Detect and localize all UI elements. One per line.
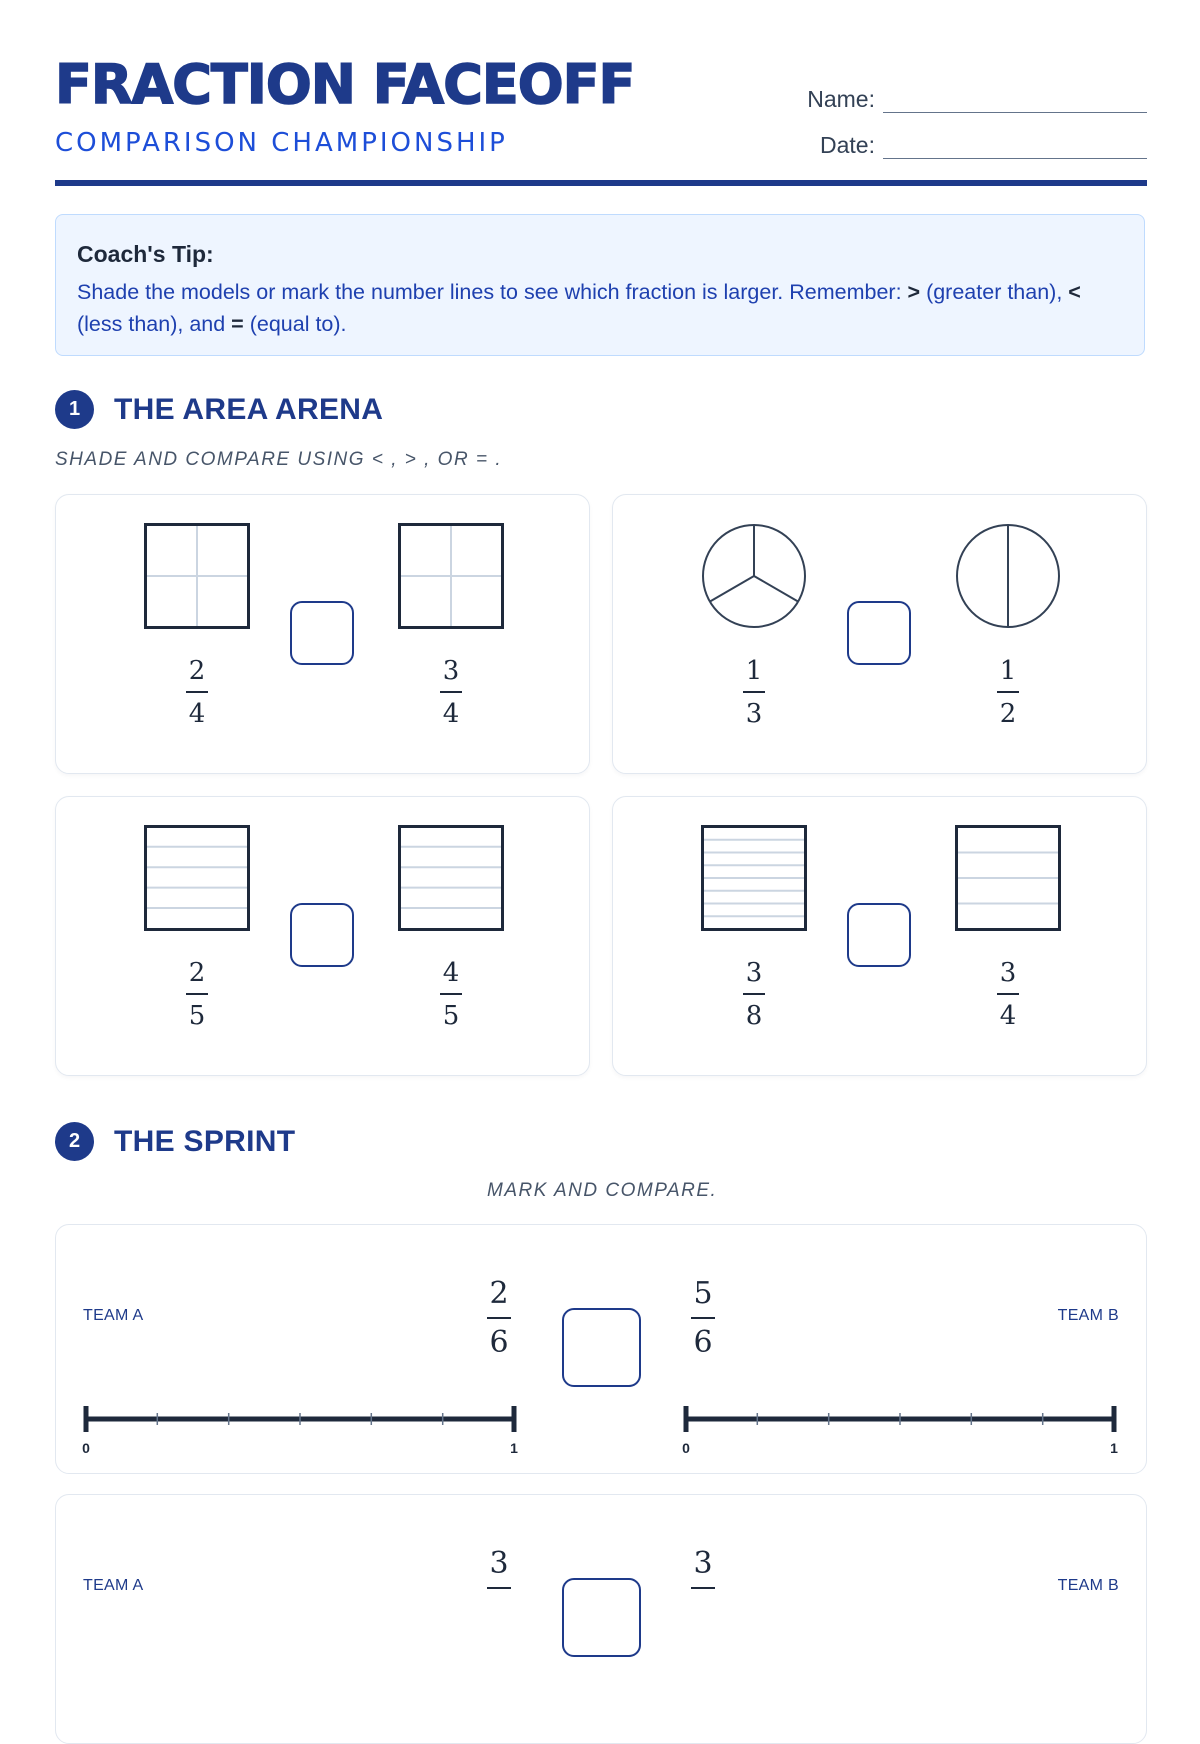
- name-line[interactable]: [883, 90, 1147, 113]
- compare-answer-box[interactable]: [290, 601, 354, 665]
- square-quarters-model[interactable]: [144, 523, 250, 629]
- worksheet-subtitle: COMPARISON CHAMPIONSHIP: [55, 128, 508, 158]
- fraction-right: 3 4: [431, 658, 471, 727]
- worksheet-title: FRACTION FACEOFF: [55, 53, 635, 116]
- section-1-instruction: SHADE AND COMPARE USING < , > , OR = .: [55, 449, 503, 470]
- tip-text: Shade the models or mark the number lines to see which fraction is larger. Remember: > (greater than), < (less than), and = (equal to).: [77, 280, 1081, 336]
- sprint-row: [55, 1494, 1147, 1744]
- number-line-end-label: 1: [1110, 1440, 1118, 1456]
- section-title: THE AREA ARENA: [114, 392, 384, 426]
- team-b-label: TEAM B: [1057, 1577, 1119, 1594]
- fraction-right: 5 6: [683, 1279, 723, 1358]
- worksheet-page: [55, 0, 1147, 1600]
- fraction-right: 3: [683, 1549, 723, 1598]
- date-field[interactable]: [775, 132, 1147, 159]
- compare-answer-box[interactable]: [562, 1308, 641, 1387]
- fraction-right: 3 4: [988, 960, 1028, 1029]
- circle-halves-model[interactable]: [955, 523, 1061, 629]
- name-field[interactable]: [775, 86, 1147, 113]
- section-2-header: [55, 1122, 295, 1161]
- number-line-start-label: 0: [682, 1440, 690, 1456]
- fraction-left: 1 3: [734, 658, 774, 727]
- circle-thirds-model[interactable]: [701, 523, 807, 629]
- compare-answer-box[interactable]: [562, 1578, 641, 1657]
- date-label: Date:: [820, 132, 875, 158]
- fraction-right: 1 2: [988, 658, 1028, 727]
- comparison-card: [55, 494, 590, 774]
- number-line-start-label: 0: [82, 1440, 90, 1456]
- date-line[interactable]: [883, 136, 1147, 159]
- comparison-card: [55, 796, 590, 1076]
- compare-answer-box[interactable]: [290, 903, 354, 967]
- fraction-left: 2 4: [177, 658, 217, 727]
- team-a-label: TEAM A: [83, 1577, 144, 1594]
- comparison-card: [612, 796, 1147, 1076]
- square-quarters-model[interactable]: [398, 523, 504, 629]
- number-line-sixths[interactable]: [80, 1403, 520, 1457]
- compare-answer-box[interactable]: [847, 903, 911, 967]
- name-label: Name:: [807, 86, 875, 112]
- fraction-right: 4 5: [431, 960, 471, 1029]
- section-title: THE SPRINT: [114, 1124, 296, 1158]
- square-fifths-model[interactable]: [144, 825, 250, 931]
- number-line-end-label: 1: [510, 1440, 518, 1456]
- square-eighths-model[interactable]: [701, 825, 807, 931]
- fraction-left: 3: [479, 1549, 519, 1598]
- section-number-badge: 1: [55, 390, 94, 429]
- compare-answer-box[interactable]: [847, 601, 911, 665]
- team-a-label: TEAM A: [83, 1307, 144, 1324]
- team-b-label: TEAM B: [1057, 1307, 1119, 1324]
- comparison-card: [612, 494, 1147, 774]
- fraction-left: 3 8: [734, 960, 774, 1029]
- section-2-instruction: MARK AND COMPARE.: [487, 1180, 718, 1201]
- fraction-left: 2 5: [177, 960, 217, 1029]
- section-1-header: [55, 390, 383, 429]
- tip-title: Coach's Tip:: [77, 241, 214, 267]
- sprint-row: [55, 1224, 1147, 1474]
- section-number-badge: 2: [55, 1122, 94, 1161]
- square-fourths-model[interactable]: [955, 825, 1061, 931]
- fraction-left: 2 6: [479, 1279, 519, 1358]
- header-divider: [55, 180, 1147, 186]
- coach-tip-box: [55, 214, 1145, 356]
- number-line-sixths[interactable]: [680, 1403, 1120, 1457]
- square-fifths-model[interactable]: [398, 825, 504, 931]
